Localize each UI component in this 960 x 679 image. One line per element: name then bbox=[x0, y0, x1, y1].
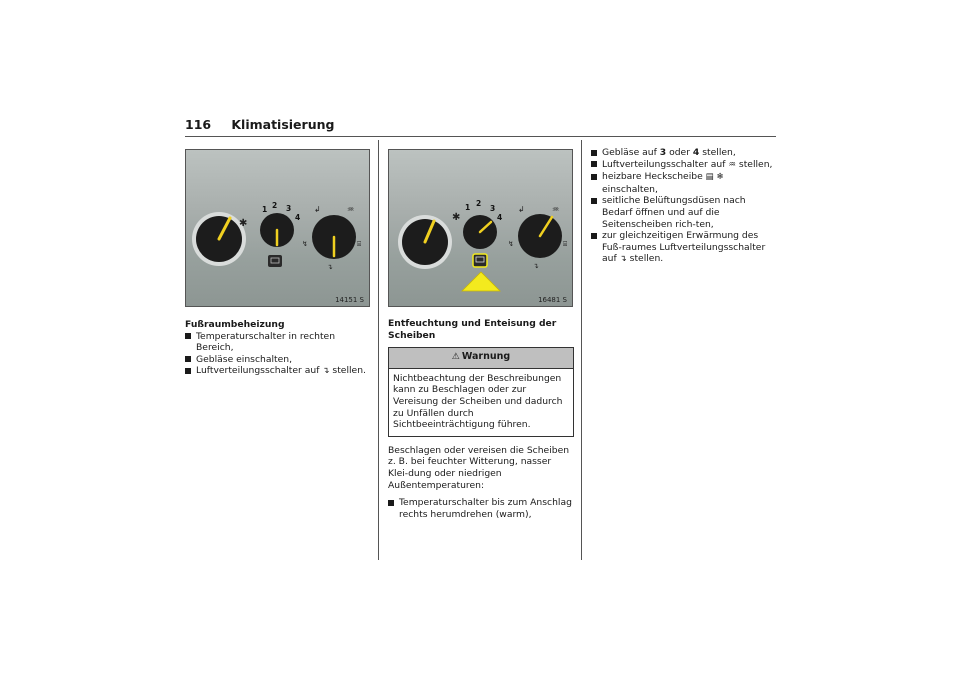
fan-label-1: 1 bbox=[465, 203, 471, 212]
defrost-icon: ⌸ bbox=[357, 240, 362, 248]
rear-window-button bbox=[473, 254, 487, 267]
header-rule bbox=[185, 136, 776, 137]
control-panel-photo-1 bbox=[185, 149, 370, 307]
list-item: Temperaturschalter bis zum Anschlag rechts herumdrehen (warm), bbox=[388, 497, 574, 520]
section-heading: Entfeuchtung und Enteisung der Scheiben bbox=[388, 318, 557, 341]
list-item: heizbare Heckscheibe ▤ ❄ einschalten, bbox=[591, 171, 776, 195]
fan-label-4: 4 bbox=[295, 213, 301, 222]
footwell-icon: ↴ bbox=[327, 263, 333, 271]
face-vent-icon: ↲ bbox=[314, 205, 321, 214]
control-panel-drawing-1 bbox=[186, 150, 370, 307]
control-panel-drawing-2 bbox=[389, 150, 573, 307]
paragraph: Beschlagen oder vereisen die Scheiben z. B. bei feuchter Witterung, nasser Klei-dung oder niedrigen Außentemperaturen: bbox=[388, 444, 570, 491]
column-demisting bbox=[388, 318, 574, 520]
warning-box bbox=[388, 347, 574, 437]
column-continued-steps bbox=[591, 147, 776, 266]
highlight-arrow-icon bbox=[462, 272, 500, 291]
list-item: seitliche Belüftungsdüsen nach Bedarf öffnen und auf die Seitenscheiben rich-ten, bbox=[591, 195, 776, 230]
face-vent-icon: ↲ bbox=[518, 205, 525, 214]
page-number: 116 bbox=[185, 117, 212, 132]
control-panel-photo-2 bbox=[388, 149, 573, 307]
rear-window-heating-icon: ▤ ❄ bbox=[705, 172, 724, 183]
page-title: Klimatisierung bbox=[231, 117, 335, 132]
warning-header: ⚠ Warnung bbox=[389, 348, 573, 369]
windscreen-icon: ♒ bbox=[347, 205, 355, 214]
fan-label-3: 3 bbox=[286, 204, 292, 213]
mixed-vent-icon: ↯ bbox=[508, 240, 514, 248]
list-item: Luftverteilungsschalter auf ↴ stellen. bbox=[185, 365, 371, 378]
mixed-vent-icon: ↯ bbox=[302, 240, 308, 248]
windscreen-icon: ♒ bbox=[552, 205, 560, 214]
fan-icon: ✱ bbox=[239, 218, 248, 229]
figure-code: 14151 S bbox=[335, 296, 364, 304]
list-item: zur gleichzeitigen Erwärmung des Fuß-raumes Luftverteilungsschalter auf ↴ stellen. bbox=[591, 230, 776, 266]
column-divider-1 bbox=[378, 140, 379, 560]
list-item: Gebläse einschalten, bbox=[185, 354, 371, 366]
section-heading: Fußraumbeheizung bbox=[185, 319, 285, 330]
list-item: Temperaturschalter in rechten Bereich, bbox=[185, 331, 371, 354]
footwell-icon: ↴ bbox=[322, 366, 330, 377]
figure-code: 16481 S bbox=[538, 296, 567, 304]
footwell-icon: ↴ bbox=[533, 262, 539, 270]
fan-label-4: 4 bbox=[497, 213, 503, 222]
defrost-icon: ⌸ bbox=[563, 240, 568, 248]
fan-icon: ✱ bbox=[452, 212, 461, 223]
windscreen-icon: ♒ bbox=[728, 159, 736, 170]
warning-icon: ⚠ bbox=[451, 352, 460, 363]
list-item: Gebläse auf 3 oder 4 stellen, bbox=[591, 147, 776, 159]
column-footwell-heating bbox=[185, 319, 371, 378]
column-divider-2 bbox=[581, 140, 582, 560]
warning-text: Nichtbeachtung der Beschreibungen kann zu Beschlagen oder zur Vereisung der Scheiben und dadurch zu Unfällen durch Sichtbeeinträchtigung führen. bbox=[393, 372, 563, 431]
footwell-icon: ↴ bbox=[619, 254, 627, 265]
rear-window-button bbox=[268, 255, 282, 267]
fan-label-3: 3 bbox=[490, 204, 496, 213]
fan-label-1: 1 bbox=[262, 205, 268, 214]
page-header bbox=[185, 117, 334, 132]
list-item: Luftverteilungsschalter auf ♒ stellen, bbox=[591, 159, 776, 172]
fan-label-2: 2 bbox=[476, 199, 482, 208]
fan-label-2: 2 bbox=[272, 201, 278, 210]
